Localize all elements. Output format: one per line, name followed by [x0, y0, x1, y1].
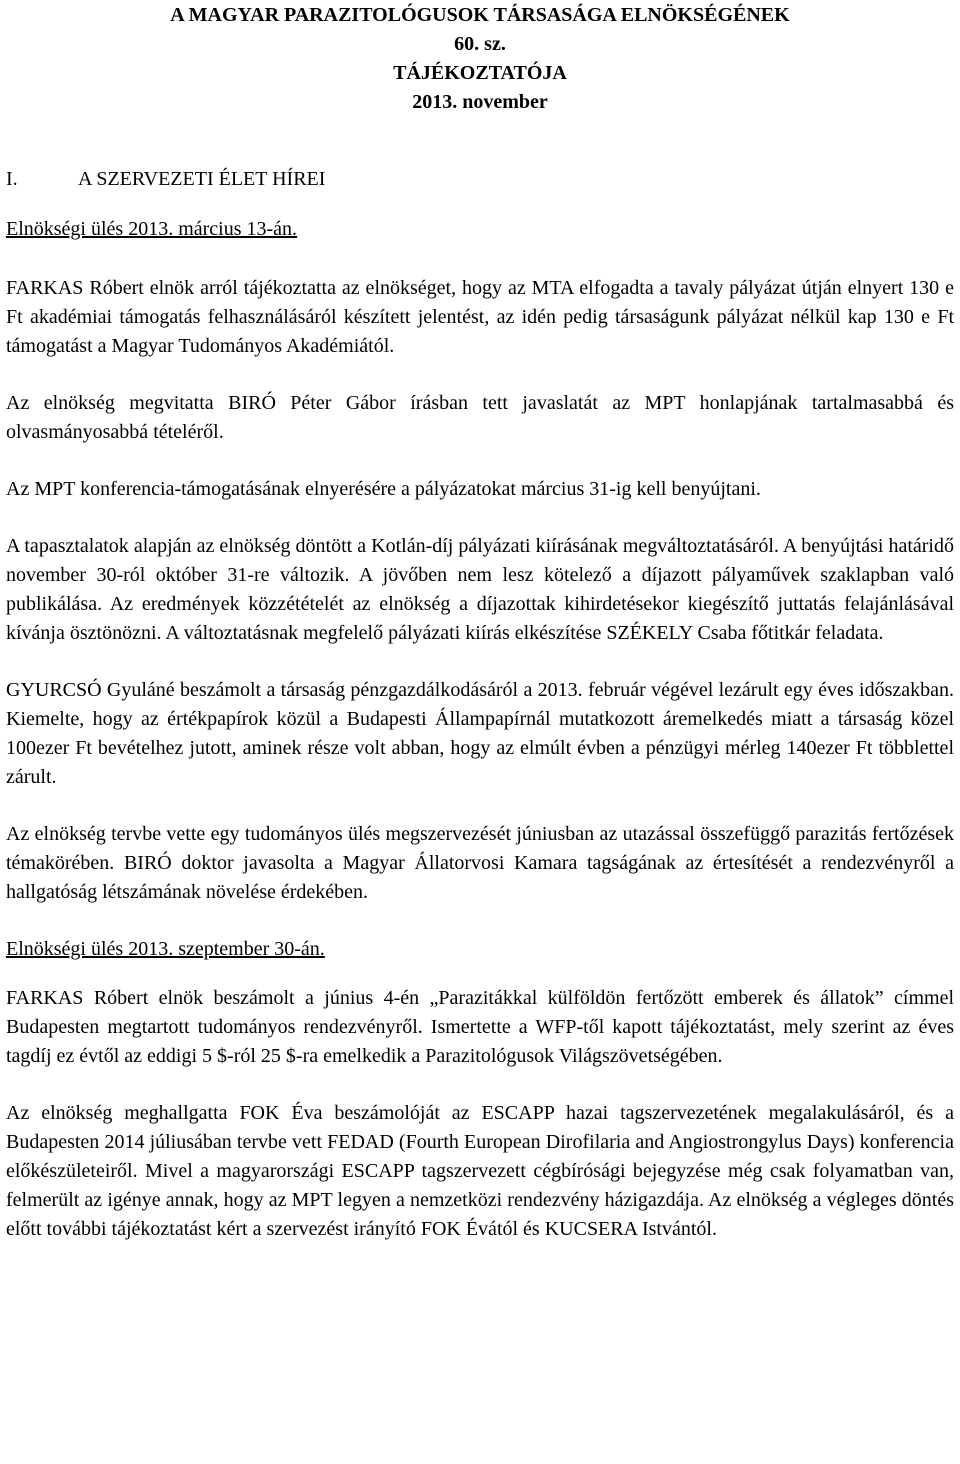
paragraph: Az elnökség meghallgatta FOK Éva beszámolóját az ESCAPP hazai tagszervezetének megalakulásáról, és a Budapesten 2014 júliusában tervbe vett FEDAD (Fourth European Dirofilaria and Angiostrongylus Days) konferencia előkészületeiről. Mivel a magyarországi ESCAPP tagszervezett cégbírósági bejegyzése még csak folyamatban van, felmerült az igénye annak, hogy az MPT legyen a nemzetközi rendezvény házigazdája. Az elnökség a végleges döntés előtt további tájékoztatást kért a szervezést irányító FOK Évától és KUCSERA Istvántól.: [6, 1102, 954, 1240]
header-date: 2013. november: [412, 91, 548, 113]
section-title: A SZERVEZETI ÉLET HÍREI: [78, 168, 326, 190]
header-organization: A MAGYAR PARAZITOLÓGUSOK TÁRSASÁGA ELNÖKSÉGÉNEK: [170, 4, 790, 26]
header-title: TÁJÉKOZTATÓJA: [393, 62, 567, 84]
paragraph: GYURCSÓ Gyuláné beszámolt a társaság pénzgazdálkodásáról a 2013. február végével lezárult egy éves időszakban. Kiemelte, hogy az értékpapírok közül a Budapesti Állampapírnál mutatkozott áremelkedés miatt a társaság közel 100ezer Ft bevételhez jutott, aminek része volt abban, hogy az elmúlt évben a pénzügyi mérleg 140ezer Ft többlettel zárult.: [6, 679, 954, 788]
paragraph: A tapasztalatok alapján az elnökség döntött a Kotlán-díj pályázati kiírásának megváltoztatásáról. A benyújtási határidő november 30-ról október 31-re változik. A jövőben nem lesz kötelező a díjazott pályaművek szaklapban való publikálása. Az eredmények közzétételét az elnökség a díjazottak kihirdetésekor kiegészítő juttatás felajánlásával kívánja ösztönözni. A változtatásnak megfelelő pályázati kiírás elkészítése SZÉKELY Csaba főtitkár feladata.: [6, 535, 954, 644]
section-number: I.: [6, 168, 18, 190]
document-page: [6, 0, 954, 1244]
paragraph: FARKAS Róbert elnök arról tájékoztatta az elnökséget, hogy az MTA elfogadta a tavaly pályázat útján elnyert 130 e Ft akadémiai támogatás felhasználásáról készített jelentést, az idén pedig társaságunk pályázat nélkül kap 130 e Ft támogatást a Magyar Tudományos Akadémiától.: [6, 277, 954, 357]
paragraph: Az elnökség tervbe vette egy tudományos ülés megszervezését júniusban az utazással összefüggő parazitás fertőzések témakörében. BIRÓ doktor javasolta a Magyar Állatorvosi Kamara tagságának az értesítését a rendezvényről a hallgatóság létszámának növelése érdekében.: [6, 823, 954, 903]
meeting-heading-september: [6, 935, 954, 964]
header-issue-number: 60. sz.: [454, 33, 506, 55]
paragraph: FARKAS Róbert elnök beszámolt a június 4-én „Parazitákkal külföldön fertőzött emberek és állatok” címmel Budapesten megtartott tudományos rendezvényről. Ismertette a WFP-től kapott tájékoztatást, mely szerint az éves tagdíj ez évtől az eddigi 5 $-ról 25 $-ra emelkedik a Parazitológusok Világszövetségében.: [6, 987, 954, 1067]
meeting-heading-september-text: Elnökségi ülés 2013. szeptember 30-án.: [6, 938, 325, 960]
document-header: [6, 0, 954, 117]
paragraph: Az elnökség megvitatta BIRÓ Péter Gábor írásban tett javaslatát az MPT honlapjának tartalmasabbá és olvasmányosabbá tételéről.: [6, 392, 954, 443]
meeting-heading-march-text: Elnökségi ülés 2013. március 13-án.: [6, 218, 298, 240]
meeting-heading-march: [6, 215, 954, 244]
paragraph: Az MPT konferencia-támogatásának elnyerésére a pályázatokat március 31-ig kell benyújtani.: [6, 478, 761, 500]
section-heading: [6, 165, 954, 194]
